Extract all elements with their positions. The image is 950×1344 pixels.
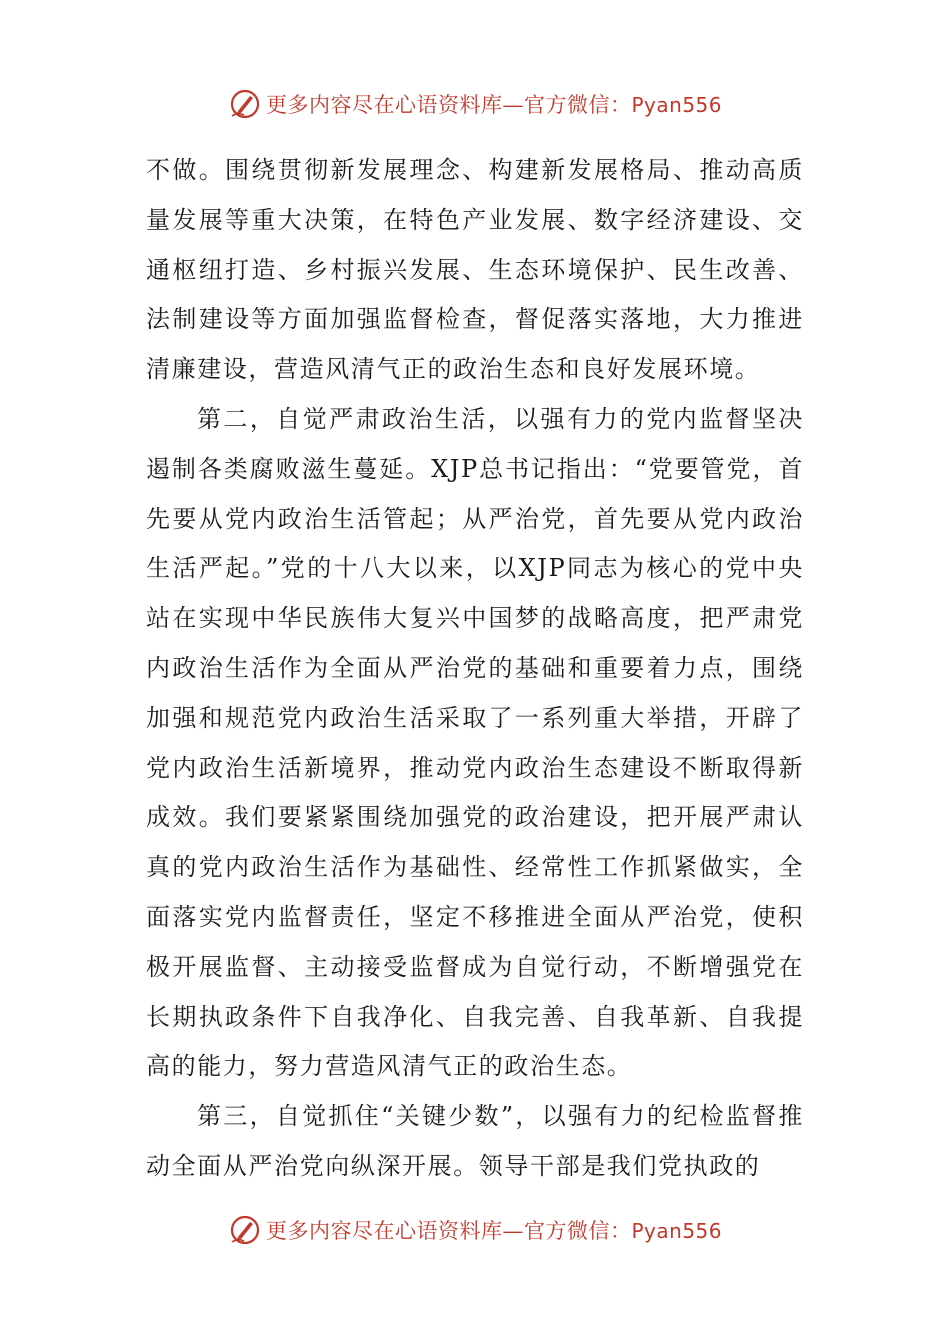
document-body: [146, 146, 804, 1192]
paragraph-third-point: 第三，自觉抓住“关键少数”，以强有力的纪检监督推动全面从严治党向纵深开展。领导干部是我们党执政的: [146, 1102, 804, 1180]
paragraph-second-point: 第二，自觉严肃政治生活，以强有力的党内监督坚决遏制各类腐败滋生蔓延。XJP总书记指出：“党要管党，首先要从党内政治生活管起；从严治党，首先要从党内政治生活严起。”党的十八大以来，以XJP同志为核心的党中央站在实现中华民族伟大复兴中国梦的战略高度，把严肃党内政治生活作为全面从严治党的基础和重要着力点，围绕加强和规范党内政治生活采取了一系列重大举措，开辟了党内政治生活新境界，推动党内政治生态建设不断取得新成效。我们要紧紧围绕加强党的政治建设，把开展严肃认真的党内政治生活作为基础性、经常性工作抓紧做实，全面落实党内监督责任，坚定不移推进全面从严治党，使积极开展监督、主动接受监督成为自觉行动，不断增强党在长期执政条件下自我净化、自我完善、自我革新、自我提高的能力，努力营造风清气正的政治生态。: [146, 404, 804, 1081]
paragraph-continuation: 不做。围绕贯彻新发展理念、构建新发展格局、推动高质量发展等重大决策，在特色产业发展、数字经济建设、交通枢纽打造、乡村振兴发展、生态环境保护、民生改善、法制建设等方面加强监督检查，督促落实落地，大力推进清廉建设，营造风清气正的政治生态和良好发展环境。: [146, 156, 804, 384]
watermark-text: 更多内容尽在心语资料库—官方微信：Pyan556: [265, 1219, 722, 1243]
watermark-text: 更多内容尽在心语资料库—官方微信：Pyan556: [265, 93, 722, 117]
pen-logo-icon: [228, 1213, 262, 1247]
footer-watermark: [0, 1210, 950, 1250]
pen-logo-icon: [228, 87, 262, 121]
header-watermark: [0, 84, 950, 124]
